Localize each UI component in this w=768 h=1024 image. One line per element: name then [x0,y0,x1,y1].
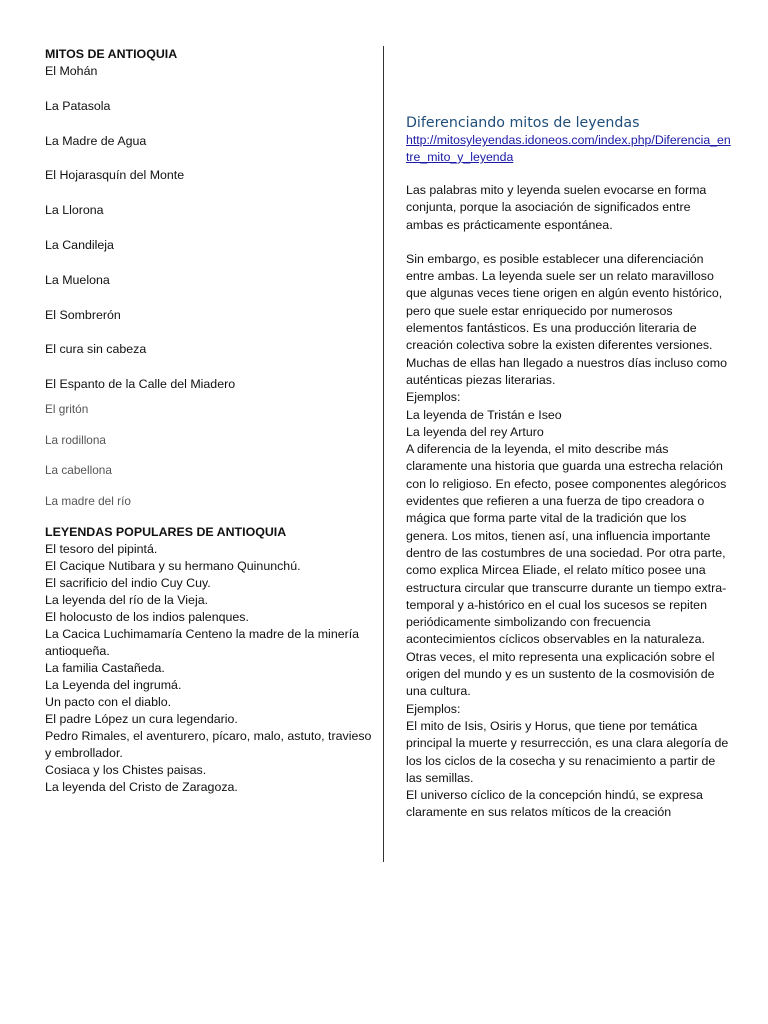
legend-item: El padre López un cura legendario. [45,711,238,726]
myth-item: El Sombrerón [45,307,121,322]
legend-item: Cosiaca y los Chistes paisas. [45,762,207,777]
myth-item: La Muelona [45,272,110,287]
myth-item-extra: La cabellona [45,463,112,478]
source-link[interactable]: http://mitosyleyendas.idoneos.com/index.php/Diferencia_entre_mito_y_leyenda [406,133,731,164]
legend-item: El tesoro del pipintá. [45,541,158,556]
myth-item: El Mohán [45,64,98,78]
myth-item-extra: El gritón [45,402,89,417]
legend-item: La Leyenda del ingrumá. [45,677,182,692]
myth-item: La Candileja [45,237,114,252]
myth-item-extra: La rodillona [45,432,106,447]
myth-item: La Madre de Agua [45,133,147,148]
legends-list [45,541,375,796]
example-item: El universo cíclico de la concepción hindú, se expresa claramente en sus relatos míticos de la creación [406,788,703,820]
examples-label: Ejemplos: [406,701,461,716]
myths-heading: MITOS DE ANTIOQUIA [45,47,178,61]
legends-heading: LEYENDAS POPULARES DE ANTIOQUIA [45,524,287,539]
legend-item: La Cacica Luchimamaría Centeno la madre de la minería antioqueña. [45,626,360,658]
myth-item: El Hojarasquín del Monte [45,168,185,183]
paragraph-myth: A diferencia de la leyenda, el mito describe más claramente una historia que guarda una estrecha relación con lo religioso. En efecto, posee componentes alegóricos evidentes que refieren a una fuerza de tipo creadora o mágica que forma parte vital de la tradición que los genera. Los mitos, tienen así, una influencia importante dentro de las costumbres de una sociedad. Por otra parte, como explica Mircea Eliade, el relato mítico posee una estructura circular que transcurre durante un tiempo extra-temporal y a-histórico en el cual los sucesos se repiten periódicamente simbolizando con frecuencia acontecimientos cíclicos observables en la naturaleza. Otras veces, el mito representa una explicación sobre el origen del mundo y es un sustento de la cosmovisión de una cultura. [406,442,727,699]
legend-item: La leyenda del río de la Vieja. [45,592,209,607]
right-column [406,114,731,822]
example-item: El mito de Isis, Osiris y Horus, que tiene por temática principal la muerte y resurrección, es una clara alegoría de los los ciclos de la cosecha y su renacimiento a partir de las semillas. [406,718,729,785]
legend-item: Un pacto con el diablo. [45,694,172,709]
legend-item: El sacrificio del indio Cuy Cuy. [45,575,211,590]
legend-item: El Cacique Nutibara y su hermano Quinunchú. [45,558,301,573]
legend-item: La leyenda del Cristo de Zaragoza. [45,779,238,794]
example-item: La leyenda de Tristán e Iseo [406,407,562,422]
myth-item: El Espanto de la Calle del Miadero [45,377,236,392]
section-title: Diferenciando mitos de leyendas [406,115,640,131]
example-item: La leyenda del rey Arturo [406,424,544,439]
paragraph-intro: Las palabras mito y leyenda suelen evocarse en forma conjunta, porque la asociación de significados entre ambas es prácticamente espontánea. [406,183,707,232]
column-divider [383,46,384,862]
legend-item: La familia Castañeda. [45,660,165,675]
myth-item-extra: La madre del río [45,493,131,508]
myth-item: El cura sin cabeza [45,342,147,357]
myth-item: La Patasola [45,98,111,113]
examples-label: Ejemplos: [406,390,461,405]
legend-item: El holocusto de los indios palenques. [45,609,249,624]
legend-item: Pedro Rimales, el aventurero, pícaro, malo, astuto, travieso y embrollador. [45,728,372,760]
myth-item: La Llorona [45,203,104,218]
paragraph-legend: Sin embargo, es posible establecer una diferenciación entre ambas. La leyenda suele ser un relato maravilloso que algunas veces tiene origen en algún evento histórico, pero que suele estar enriquecido por numerosos elementos fantásticos. Es una producción literaria de creación colectiva sobre la existen diferentes versiones. Muchas de ellas han llegado a nuestros días incluso como auténticas piezas literarias. [406,251,727,387]
left-column [45,46,375,796]
